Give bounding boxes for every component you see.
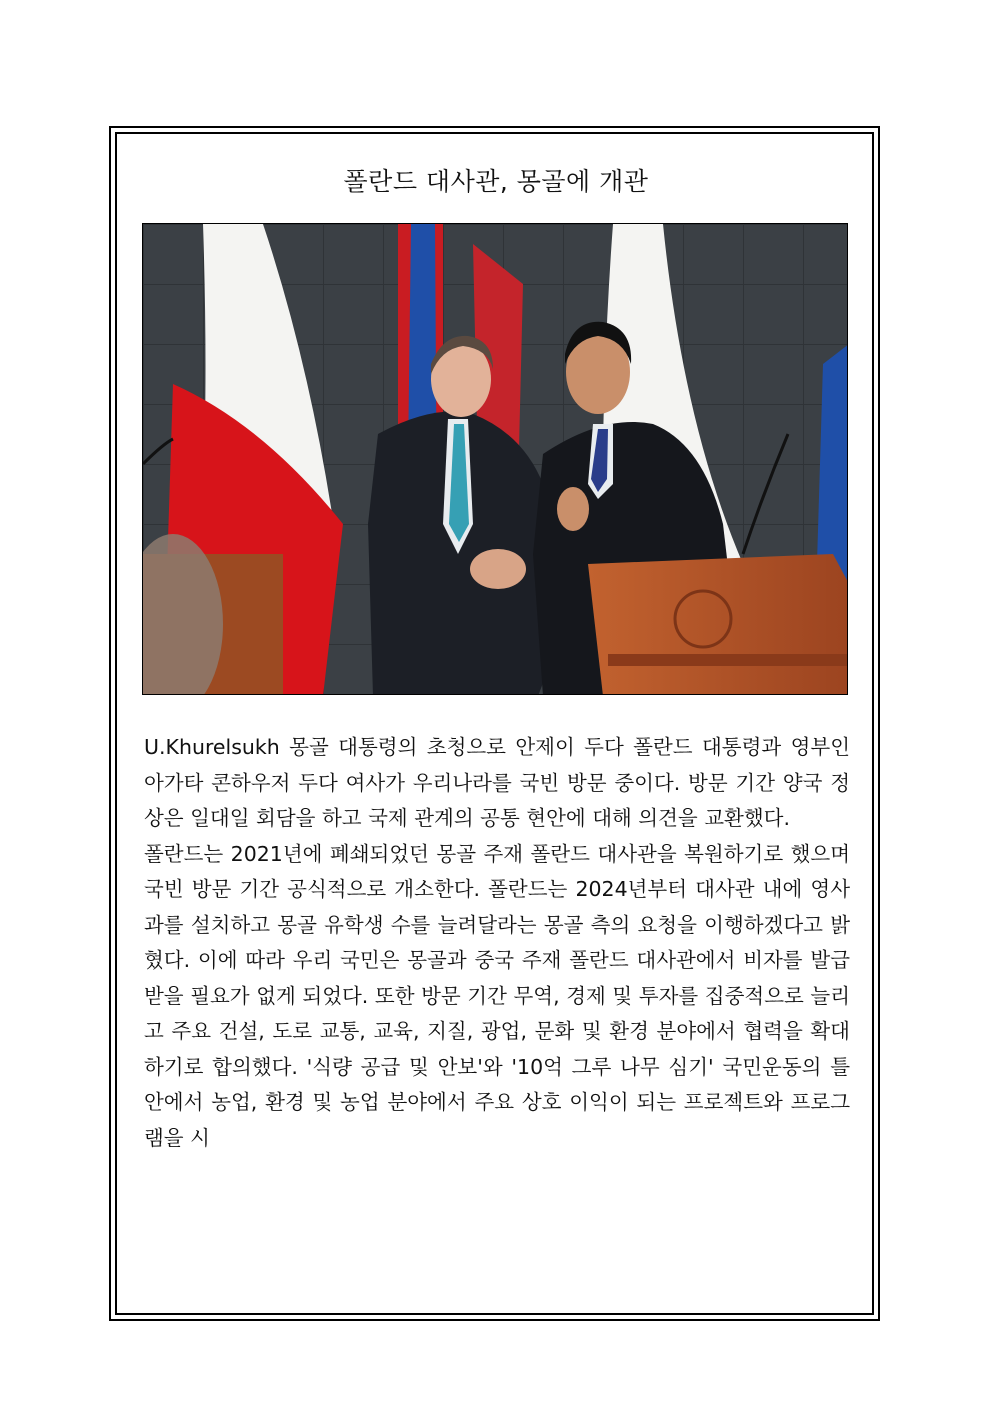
news-photo xyxy=(142,223,848,695)
article-title: 폴란드 대사관, 몽골에 개관 xyxy=(343,167,649,196)
paragraph-1: U.Khurelsukh 몽골 대통령의 초청으로 안제이 두다 폴란드 대통령과 영부인 아가타 콘하우저 두다 여사가 우리나라를 국빈 방문 중이다. 방문 기간 양국 정상은 일대일 회담을 하고 국제 관계의 공통 현안에 대해 의견을 교환했다. xyxy=(144,735,850,830)
podium-right xyxy=(588,554,848,695)
paragraph-2: 폴란드는 2021년에 폐쇄되었던 몽골 주재 폴란드 대사관을 복원하기로 했으며 국빈 방문 기간 공식적으로 개소한다. 폴란드는 2024년부터 대사관 내에 영사과를 설치하고 몽골 유학생 수를 늘려달라는 몽골 측의 요청을 이행하겠다고 밝혔다. 이에 따라 우리 국민은 몽골과 중국 주재 폴란드 대사관에서 비자를 발급받을 필요가 없게 되었다. 또한 방문 기간 무역, 경제 및 투자를 집중적으로 늘리고 주요 건설, 도로 교통, 교육, 지질, 광업, 문화 및 환경 분야에서 협력을 확대하기로 합의했다. '식량 공급 및 안보'와 '10억 그루 나무 심기' 국민운동의 틀 안에서 농업, 환경 및 농업 분야에서 주요 상호 이익이 되는 프로젝트와 프로그램을 시 xyxy=(144,841,850,1150)
handshake xyxy=(470,549,526,589)
photo-illustration xyxy=(143,224,848,695)
article-body xyxy=(144,730,850,1156)
thumbs-up-hand xyxy=(557,487,589,531)
